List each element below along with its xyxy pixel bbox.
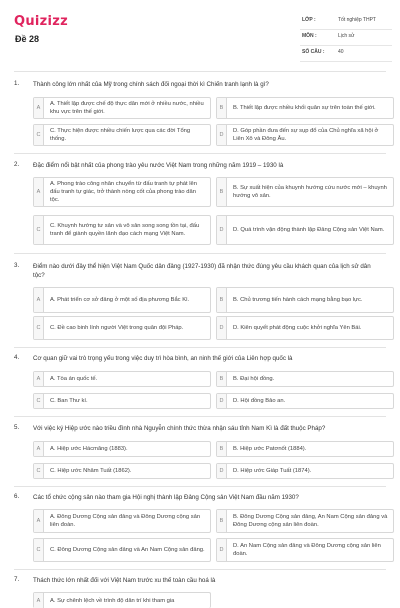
option-letter: C bbox=[34, 125, 44, 145]
meta-value: Tốt nghiệp THPT bbox=[338, 17, 376, 23]
option-letter: B bbox=[217, 98, 227, 118]
option-letter: D bbox=[217, 125, 227, 145]
option-d[interactable] bbox=[216, 393, 394, 409]
option-letter: B bbox=[217, 178, 227, 206]
meta-value: Lịch sử bbox=[338, 33, 355, 39]
option-a[interactable] bbox=[33, 441, 211, 457]
header-divider bbox=[14, 71, 386, 72]
option-text: B. Chủ trương tiến hành cách mạng bằng bạo lực. bbox=[233, 297, 363, 303]
option-a[interactable] bbox=[33, 97, 211, 119]
option-text: B. Đông Dương Cộng sản đảng, An Nam Cộng sản đảng và Đông Dương cộng sản liên đoàn. bbox=[233, 514, 388, 528]
option-text: D. Quá trình vận động thành lập Đảng Cộng sản Việt Nam. bbox=[233, 227, 385, 233]
option-b[interactable] bbox=[216, 287, 394, 313]
option-d[interactable] bbox=[216, 316, 394, 340]
option-b[interactable] bbox=[216, 177, 394, 207]
option-text: B. Sự xuất hiện của khuynh hướng cứu nước mới – khuynh hướng vô sản. bbox=[233, 185, 387, 199]
exam-title: Đề 28 bbox=[15, 34, 40, 44]
question-divider bbox=[14, 416, 386, 417]
option-a[interactable] bbox=[33, 177, 211, 207]
meta-row-question-count bbox=[300, 46, 392, 62]
option-text: A. Phong trào công nhân chuyển từ đấu tranh tự phát lên đấu tranh tự giác, trở thành nòng cốt của phong trào dân tộc. bbox=[50, 181, 197, 203]
option-letter: B bbox=[217, 288, 227, 312]
option-text: C. Thực hiện được nhiều chiến lược qua các đời Tổng thống. bbox=[50, 128, 191, 142]
option-text: A. Phát triển cơ sở đảng ở một số địa phương Bắc Kì. bbox=[50, 297, 190, 303]
option-c[interactable] bbox=[33, 215, 211, 245]
option-letter: B bbox=[217, 372, 227, 386]
question-number: 1. bbox=[14, 80, 20, 87]
option-letter: B bbox=[217, 442, 227, 456]
option-a[interactable] bbox=[33, 287, 211, 313]
option-text: D. Kiên quyết phát động cuộc khởi nghĩa Yên Bái. bbox=[233, 325, 362, 331]
option-letter: C bbox=[34, 216, 44, 244]
option-text: C. Hiệp ước Nhâm Tuất (1862). bbox=[50, 468, 132, 474]
question-divider bbox=[14, 153, 386, 154]
option-letter: A bbox=[34, 288, 44, 312]
option-letter: D bbox=[217, 464, 227, 478]
exam-meta-table bbox=[300, 14, 392, 62]
question-text: Với việc ký Hiệp ước nào triều đình nhà Nguyễn chính thức thừa nhận sáu tỉnh Nam Kì là đất thuộc Pháp? bbox=[33, 425, 326, 432]
option-text: C. Khuynh hướng tư sản và vô sản song song tồn tại, đấu tranh để giành quyền lãnh đạo cách mạng Việt Nam. bbox=[50, 223, 200, 237]
meta-key: MÔN : bbox=[302, 33, 317, 39]
meta-row-class bbox=[300, 14, 392, 30]
question-text: Các tổ chức cộng sản nào tham gia Hội nghị thành lập Đảng Cộng sản Việt Nam đầu năm 1930? bbox=[33, 494, 299, 501]
option-d[interactable] bbox=[216, 538, 394, 562]
option-text: B. Hiệp ước Patơnốt (1884). bbox=[233, 446, 307, 452]
option-letter: D bbox=[217, 216, 227, 244]
question-number: 3. bbox=[14, 262, 20, 269]
option-text: C. Đề cao binh lính người Việt trong quân đội Pháp. bbox=[50, 325, 184, 331]
option-letter: C bbox=[34, 464, 44, 478]
question-divider bbox=[14, 347, 386, 348]
option-text: A. Hiệp ước Hácmăng (1883). bbox=[50, 446, 128, 452]
option-d[interactable] bbox=[216, 215, 394, 245]
option-letter: C bbox=[34, 317, 44, 339]
option-letter: C bbox=[34, 394, 44, 408]
question-text: Thách thức lớn nhất đối với Việt Nam trước xu thế toàn cầu hoá là bbox=[33, 577, 216, 584]
option-c[interactable] bbox=[33, 124, 211, 146]
question-number: 4. bbox=[14, 354, 20, 361]
option-text: C. Đông Dương Cộng sản đảng và An Nam Cộng sản đảng. bbox=[50, 547, 205, 553]
option-letter: D bbox=[217, 394, 227, 408]
option-letter: B bbox=[217, 510, 227, 532]
option-text: D. Hiệp ước Giáp Tuất (1874). bbox=[233, 468, 312, 474]
option-text: A. Đông Dương Cộng sản đảng và Đông Dương cộng sản liên đoàn. bbox=[50, 514, 201, 528]
option-text: A. Tòa án quốc tế. bbox=[50, 376, 98, 382]
option-text: D. Góp phần đưa đến sự sụp đổ của Chủ nghĩa xã hội ở Liên Xô và Đông Âu. bbox=[233, 128, 379, 142]
option-letter: A bbox=[34, 372, 44, 386]
option-a[interactable] bbox=[33, 509, 211, 533]
meta-key: LỚP : bbox=[302, 17, 316, 23]
question-text: Đặc điểm nổi bật nhất của phong trào yêu nước Việt Nam trong những năm 1919 – 1930 là bbox=[33, 162, 284, 169]
option-text: A. Sự chênh lệch về trình độ dân trí khi tham gia bbox=[50, 598, 175, 604]
option-letter: D bbox=[217, 539, 227, 561]
option-c[interactable] bbox=[33, 393, 211, 409]
question-divider bbox=[14, 253, 386, 254]
question-divider bbox=[14, 486, 386, 487]
question-number: 2. bbox=[14, 161, 20, 168]
header bbox=[0, 0, 400, 68]
option-letter: A bbox=[34, 593, 44, 608]
option-text: C. Ban Thư kí. bbox=[50, 398, 88, 404]
option-text: D. Hội đồng Bảo an. bbox=[233, 398, 286, 404]
option-a[interactable] bbox=[33, 592, 211, 608]
option-a[interactable] bbox=[33, 371, 211, 387]
option-text: A. Thiết lập được chế độ thực dân mới ở nhiều nước, nhiều khu vực trên thế giới. bbox=[50, 101, 204, 115]
question-number: 5. bbox=[14, 424, 20, 431]
option-c[interactable] bbox=[33, 316, 211, 340]
option-b[interactable] bbox=[216, 509, 394, 533]
option-letter: A bbox=[34, 442, 44, 456]
quizizz-logo: Quizizz bbox=[14, 14, 69, 29]
meta-row-subject bbox=[300, 30, 392, 46]
option-letter: A bbox=[34, 98, 44, 118]
option-text: B. Đại hội đồng. bbox=[233, 376, 275, 382]
option-letter: A bbox=[34, 178, 44, 206]
question-number: 7. bbox=[14, 576, 20, 583]
question-divider bbox=[14, 569, 386, 570]
option-c[interactable] bbox=[33, 538, 211, 562]
option-b[interactable] bbox=[216, 97, 394, 119]
option-d[interactable] bbox=[216, 463, 394, 479]
question-text: Điểm nào dưới đây thể hiện Việt Nam Quốc dân đảng (1927-1930) đã nhận thức đúng yêu cầu khách quan của lịch sử dân tộc? bbox=[33, 263, 371, 279]
option-letter: D bbox=[217, 317, 227, 339]
option-c[interactable] bbox=[33, 463, 211, 479]
option-letter: A bbox=[34, 510, 44, 532]
meta-value: 40 bbox=[338, 49, 344, 55]
option-b[interactable] bbox=[216, 371, 394, 387]
question-number: 6. bbox=[14, 493, 20, 500]
option-b[interactable] bbox=[216, 441, 394, 457]
question-text: Cơ quan giữ vai trò trọng yếu trong việc duy trì hòa bình, an ninh thế giới của Liên hợp quốc là bbox=[33, 355, 293, 362]
option-text: D. An Nam Cộng sản đảng và Đông Dương cộng sản liên đoàn. bbox=[233, 543, 381, 557]
option-text: B. Thiết lập được nhiều khối quân sự trên toàn thế giới. bbox=[233, 105, 376, 111]
meta-key: SỐ CÂU : bbox=[302, 49, 325, 55]
option-d[interactable] bbox=[216, 124, 394, 146]
question-text: Thành công lớn nhất của Mỹ trong chính sách đối ngoại thời kì Chiến tranh lạnh là gì? bbox=[33, 81, 269, 88]
option-letter: C bbox=[34, 539, 44, 561]
